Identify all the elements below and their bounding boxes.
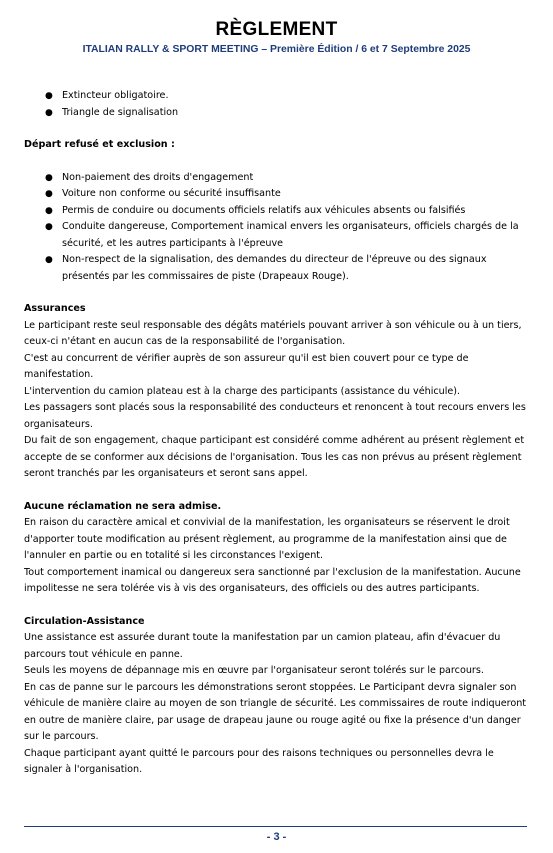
list-item: ● Extincteur obligatoire. (24, 88, 529, 105)
list-item: ● Non-respect de la signalisation, des demandes du directeur de l'épreuve ou des signaux présentés par les commissaires de piste (Drapeaux Rouge). (45, 254, 487, 282)
paragraph: Une assistance est assurée durant toute la manifestation par un camion plateau, afin d'évacuer du parcours tout véhicule en panne. (24, 632, 501, 660)
list-item: ● Non-paiement des droits d'engagement (24, 170, 529, 187)
bullet-icon: ● (45, 172, 53, 183)
bullet-icon: ● (45, 107, 53, 118)
equipment-list (24, 88, 529, 121)
list-item: ● Conduite dangereuse, Comportement inamical envers les organisateurs, officiels chargés de la sécurité, et les autres participants à l'épreuve (45, 221, 519, 249)
section-heading-circulation: Circulation-Assistance (24, 615, 145, 627)
list-item: ● Voiture non conforme ou sécurité insuffisante (24, 186, 529, 203)
page-number: - 3 - (266, 831, 287, 843)
bullet-icon: ● (45, 222, 53, 232)
paragraph: Chaque participant ayant quitté le parcours pour des raisons techniques ou personnelles devra le signaler à l'organisation. (24, 747, 494, 775)
list-item: ● Permis de conduire ou documents officiels relatifs aux véhicules absents ou falsifiés (24, 203, 529, 220)
bullet-icon: ● (45, 255, 53, 265)
section-heading-depart: Départ refusé et exclusion : (24, 139, 175, 150)
bullet-icon: ● (45, 91, 53, 101)
paragraph: Seuls les moyens de dépannage mis en œuvre par l'organisateur seront tolérés sur le parcours. (24, 665, 484, 676)
exclusion-list (24, 170, 529, 286)
footer-divider (24, 826, 527, 827)
page-subtitle: ITALIAN RALLY & SPORT MEETING – Première Édition / 6 et 7 Septembre 2025 (82, 44, 471, 55)
bullet-icon: ● (45, 205, 53, 216)
page-title: RÈGLEMENT (215, 19, 338, 40)
paragraph: C'est au concurrent de vérifier auprès de son assureur qu'il est bien couvert pour ce type de manifestation. (24, 352, 469, 380)
document-body (24, 88, 529, 779)
section-heading-reclamation: Aucune réclamation ne sera admise. (24, 500, 222, 512)
bullet-icon: ● (45, 189, 53, 199)
paragraph: Le participant reste seul responsable des dégâts matériels pouvant arriver à son véhicule ou à un tiers, ceux-ci n'étant en aucun cas de la responsabilité de l'organisation. (24, 319, 522, 347)
paragraph: Les passagers sont placés sous la responsabilité des conducteurs et renoncent à tout recours envers les organisateurs. (24, 402, 526, 430)
section-heading-assurances: Assurances (24, 303, 86, 314)
paragraph: En cas de panne sur le parcours les démonstrations seront stoppées. Le Participant devra signaler son véhicule de manière claire au moyen de son triangle de sécurité. Les commissaires de route indiqueront en outre de manière claire, par usage de drapeau jaune ou rouge agité ou fixe la présence d'un danger sur le parcours. (24, 681, 527, 742)
paragraph: En raison du caractère amical et convivial de la manifestation, les organisateurs se réservent le droit d'apporter toute modification au présent règlement, au programme de la manifestation ainsi que de l'annuler en partie ou en totalité si les circonstances l'exigent. (24, 517, 510, 561)
list-item: ● Triangle de signalisation (24, 105, 529, 122)
paragraph: L'intervention du camion plateau est à la charge des participants (assistance du véhicule). (24, 385, 461, 397)
paragraph: Tout comportement inamical ou dangereux sera sanctionné par l'exclusion de la manifestation. Aucune impolitesse ne sera tolérée vis à vis des organisateurs, des officiels ou des autres participants. (24, 566, 521, 594)
paragraph: Du fait de son engagement, chaque participant est considéré comme adhérent au présent règlement et accepte de se conformer aux décisions de l'organisation. Tous les cas non prévus au présent règlement seront tranchés par les organisateurs et seront sans appel. (24, 435, 525, 479)
